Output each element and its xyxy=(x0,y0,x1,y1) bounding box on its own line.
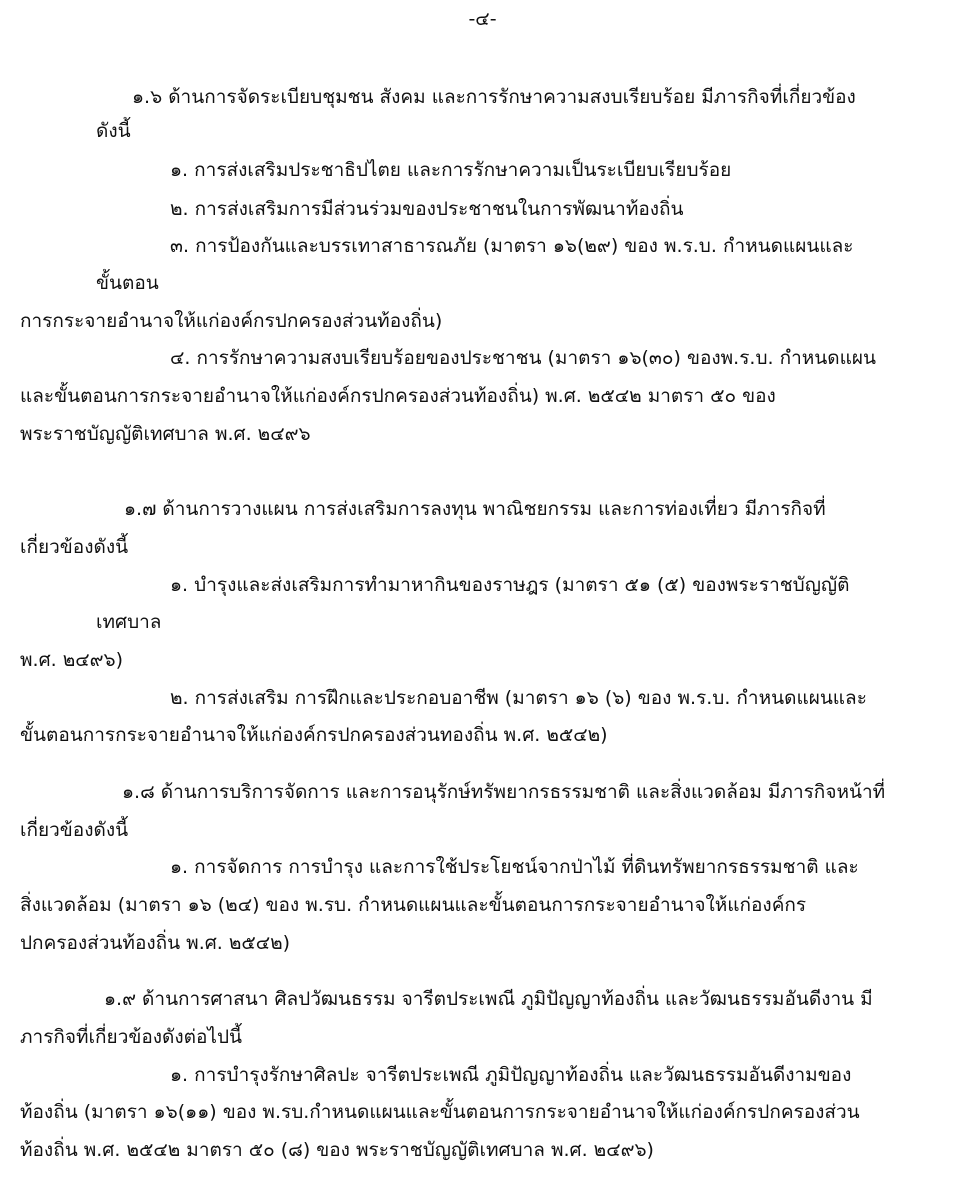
section-1-6-item-4-line-2: และขั้นตอนการกระจายอำนาจให้แก่องค์กรปกครองส่วนท้องถิ่น) พ.ศ. ๒๕๔๒ มาตรา ๕๐ ของ xyxy=(20,385,776,407)
section-1-8-item-1-line-1: ๑. การจัดการ การบำรุง และการใช้ประโยชน์จากป่าไม้ ที่ดินทรัพยากรธรรมชาติ และ xyxy=(170,856,859,878)
section-1-6-item-2: ๒. การส่งเสริมการมีส่วนร่วมของประชาชนในการพัฒนาท้องถิ่น xyxy=(170,198,684,220)
section-1-9-item-1-line-3: ท้องถิ่น พ.ศ. ๒๕๔๒ มาตรา ๕๐ (๘) ของ พระราชบัญญัติเทศบาล พ.ศ. ๒๔๙๖) xyxy=(20,1139,654,1161)
section-1-7-item-1-line-1: ๑. บำรุงและส่งเสริมการทำมาหากินของราษฎร (มาตรา ๕๑ (๕) ของพระราชบัญญัติ xyxy=(170,574,850,596)
section-1-6-item-4-line-3: พระราชบัญญัติเทศบาล พ.ศ. ๒๔๙๖ xyxy=(20,423,311,445)
section-1-8-item-1-line-2: สิ่งแวดล้อม (มาตรา ๑๖ (๒๔) ของ พ.รบ. กำหนดแผนและขั้นตอนการกระจายอำนาจให้แก่องค์กร xyxy=(20,894,807,916)
section-1-7-item-2-line-2: ขั้นตอนการกระจายอำนาจให้แก่องค์กรปกครองส่วนทองถิ่น พ.ศ. ๒๕๔๒) xyxy=(20,724,608,746)
section-1-6-heading-line-2: ดังนี้ xyxy=(96,120,131,142)
section-1-7-heading-line-1: ๑.๗ ด้านการวางแผน การส่งเสริมการลงทุน พาณิชยกรรม และการท่องเที่ยว มีภารกิจที่ xyxy=(124,498,826,520)
section-1-6-heading-line-1: ๑.๖ ด้านการจัดระเบียบชุมชน สังคม และการรักษาความสงบเรียบร้อย มีภารกิจที่เกี่ยวข้อง xyxy=(132,86,856,108)
page-number: -๔- xyxy=(468,8,497,30)
section-1-8-heading-line-2: เกี่ยวข้องดังนี้ xyxy=(20,819,129,841)
section-1-7-heading-line-2: เกี่ยวข้องดังนี้ xyxy=(20,536,129,558)
section-1-9-item-1-line-2: ท้องถิ่น (มาตรา ๑๖(๑๑) ของ พ.รบ.กำหนดแผนและขั้นตอนการกระจายอำนาจให้แก่องค์กรปกครองส่วน xyxy=(20,1101,860,1123)
section-1-7-item-1-line-3: พ.ศ. ๒๔๙๖) xyxy=(20,649,123,671)
section-1-9-item-1-line-1: ๑. การบำรุงรักษาศิลปะ จารีตประเพณี ภูมิปัญญาท้องถิ่น และวัฒนธรรมอันดีงามของ xyxy=(170,1064,852,1086)
section-1-6-item-3-line-1: ๓. การป้องกันและบรรเทาสาธารณภัย (มาตรา ๑๖(๒๙) ของ พ.ร.บ. กำหนดแผนและ xyxy=(170,235,854,257)
section-1-7-item-2-line-1: ๒. การส่งเสริม การฝึกและประกอบอาชีพ (มาตรา ๑๖ (๖) ของ พ.ร.บ. กำหนดแผนและ xyxy=(170,687,867,709)
section-1-9-heading-line-1: ๑.๙ ด้านการศาสนา ศิลปวัฒนธรรม จารีตประเพณี ภูมิปัญญาท้องถิ่น และวัฒนธรรมอันดีงาน มี xyxy=(104,988,873,1010)
section-1-6-item-3-line-3: การกระจายอำนาจให้แก่องค์กรปกครองส่วนท้องถิ่น) xyxy=(20,310,443,332)
section-1-7-item-1-line-2: เทศบาล xyxy=(96,611,162,633)
section-1-6-item-4-line-1: ๔. การรักษาความสงบเรียบร้อยของประชาชน (มาตรา ๑๖(๓๐) ของพ.ร.บ. กำหนดแผน xyxy=(170,347,876,369)
section-1-8-item-1-line-3: ปกครองส่วนท้องถิ่น พ.ศ. ๒๕๔๒) xyxy=(20,932,291,954)
section-1-8-heading-line-1: ๑.๘ ด้านการบริการจัดการ และการอนุรักษ์ทรัพยากรธรรมชาติ และสิ่งแวดล้อม มีภารกิจหน้าที่ xyxy=(122,781,886,803)
section-1-6-item-3-line-2: ขั้นตอน xyxy=(96,272,159,294)
section-1-9-heading-line-2: ภารกิจที่เกี่ยวข้องดังต่อไปนี้ xyxy=(20,1026,243,1048)
section-1-6-item-1: ๑. การส่งเสริมประชาธิปไตย และการรักษาความเป็นระเบียบเรียบร้อย xyxy=(170,159,732,181)
